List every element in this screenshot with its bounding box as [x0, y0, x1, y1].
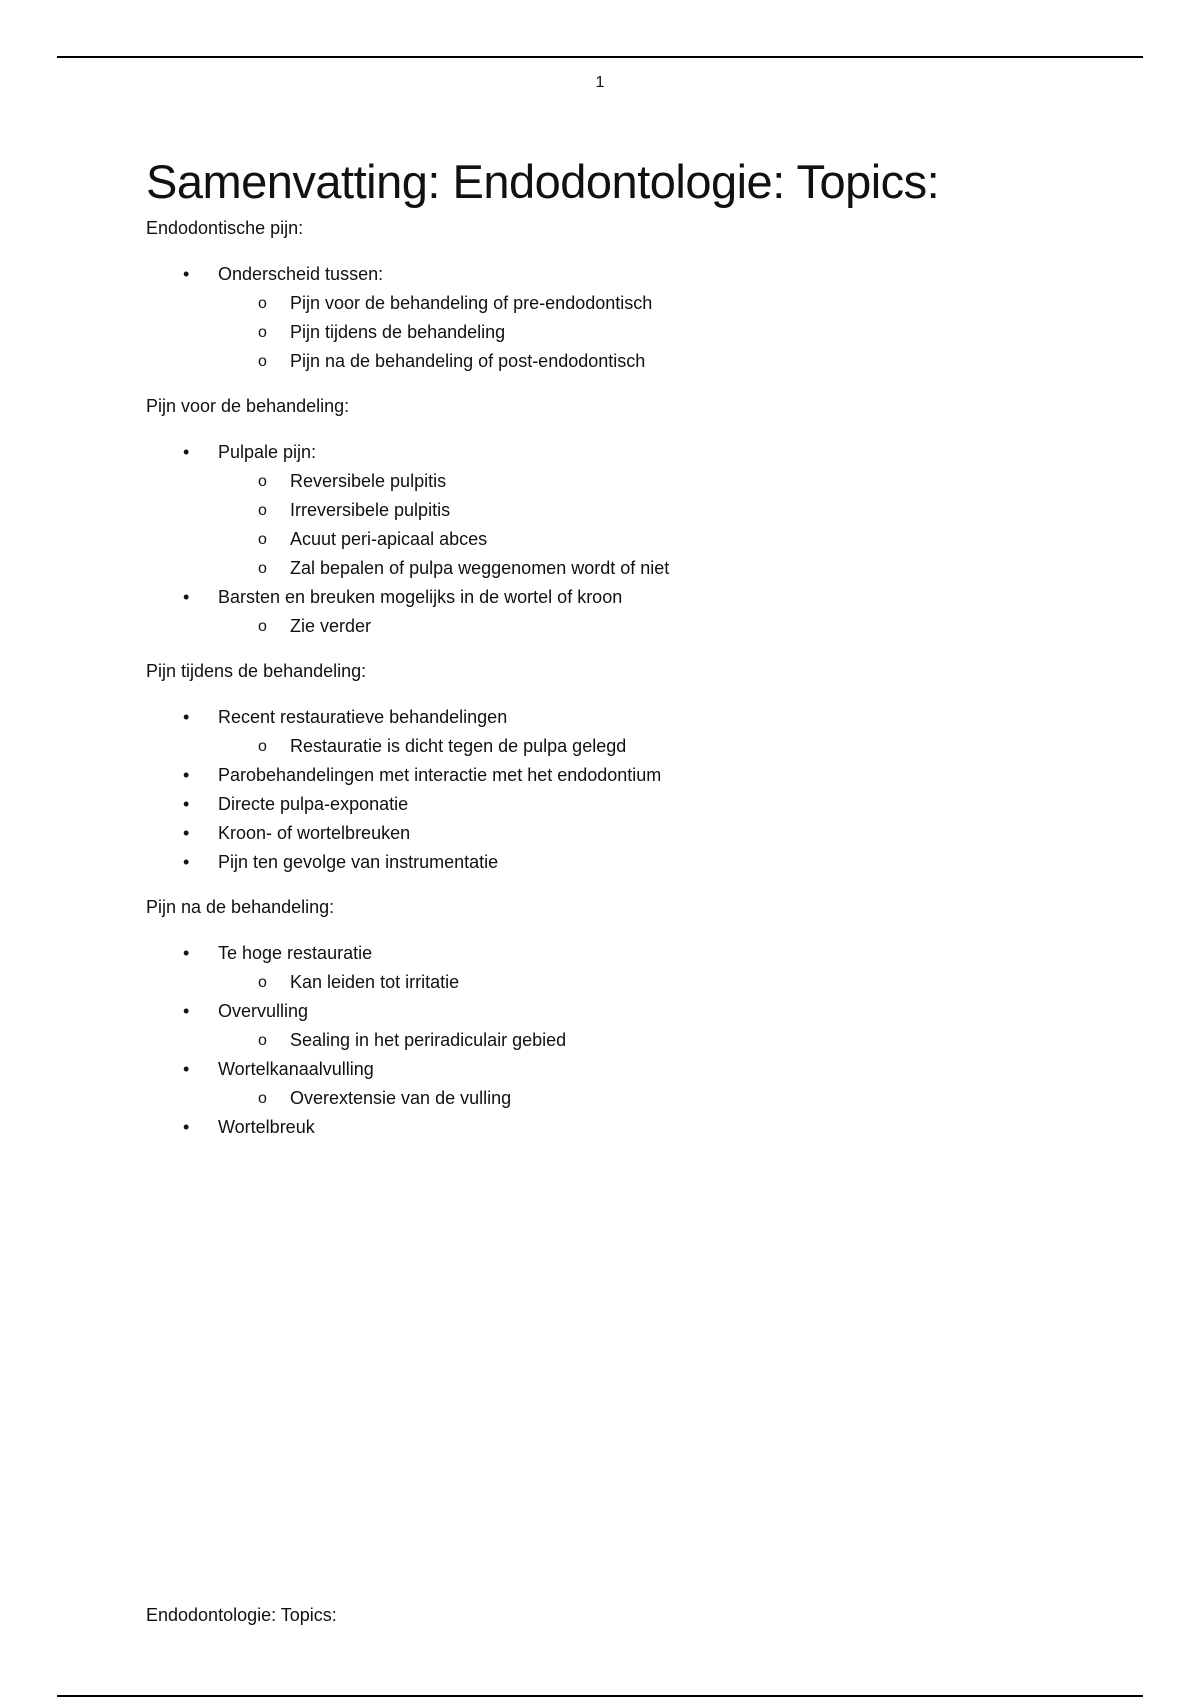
bullet-marker: • — [183, 1001, 190, 1021]
document-body — [146, 150, 1126, 1142]
bullet-marker: • — [183, 943, 190, 963]
sub-bullet-marker: o — [258, 974, 267, 991]
bullet-marker: • — [183, 823, 190, 843]
list-item — [146, 1055, 1126, 1113]
sub-list-item-text: Restauratie is dicht tegen de pulpa gelegd — [290, 736, 627, 756]
sub-list-item — [218, 289, 1126, 318]
list-item-text: Recent restauratieve behandelingen — [218, 707, 508, 727]
bullet-list — [146, 703, 1126, 877]
list-item-text: Kroon- of wortelbreuken — [218, 823, 411, 843]
list-item-text: Pulpale pijn: — [218, 442, 317, 462]
list-item-text: Overvulling — [218, 1001, 309, 1021]
sub-bullet-marker: o — [258, 502, 267, 519]
list-item — [146, 583, 1126, 641]
sub-bullet-marker: o — [258, 324, 267, 341]
sub-list — [218, 1026, 1126, 1055]
list-item-text: Parobehandelingen met interactie met het endodontium — [218, 765, 662, 785]
sub-list-item-text: Pijn tijdens de behandeling — [290, 322, 506, 342]
list-item-text: Wortelkanaalvulling — [218, 1059, 374, 1079]
bullet-marker: • — [183, 765, 190, 785]
list-item — [146, 761, 1126, 790]
list-item — [146, 790, 1126, 819]
bullet-list — [146, 939, 1126, 1142]
bullet-marker: • — [183, 852, 190, 872]
sub-bullet-marker: o — [258, 473, 267, 490]
sub-list — [218, 1084, 1126, 1113]
sub-list-item-text: Zie verder — [290, 616, 372, 636]
list-item-text: Wortelbreuk — [218, 1117, 315, 1137]
list-item — [146, 1113, 1126, 1142]
bullet-marker: • — [183, 587, 190, 607]
sub-list-item — [218, 347, 1126, 376]
page-number: 1 — [595, 74, 605, 91]
sub-list-item-text: Overextensie van de vulling — [290, 1088, 512, 1108]
list-item-text: Te hoge restauratie — [218, 943, 373, 963]
sub-list-item-text: Zal bepalen of pulpa weggenomen wordt of niet — [290, 558, 670, 578]
bullet-list — [146, 438, 1126, 641]
list-item-text: Pijn ten gevolge van instrumentatie — [218, 852, 499, 872]
sub-list-item — [218, 1084, 1126, 1113]
bullet-marker: • — [183, 794, 190, 814]
sub-list — [218, 612, 1126, 641]
sub-list — [218, 289, 1126, 376]
bullet-marker: • — [183, 264, 190, 284]
sections-container — [146, 214, 1126, 1142]
sub-list-item — [218, 612, 1126, 641]
sub-list-item — [218, 968, 1126, 997]
bullet-marker: • — [183, 1117, 190, 1137]
sub-list-item-text: Pijn voor de behandeling of pre-endodontisch — [290, 293, 653, 313]
sub-list-item — [218, 732, 1126, 761]
bullet-list — [146, 260, 1126, 376]
sub-list-item — [218, 554, 1126, 583]
sub-list-item — [218, 525, 1126, 554]
sub-list — [218, 968, 1126, 997]
document-title: Samenvatting: Endodontologie: Topics: — [146, 155, 940, 208]
sub-bullet-marker: o — [258, 618, 267, 635]
bullet-marker: • — [183, 1059, 190, 1079]
sub-list-item — [218, 1026, 1126, 1055]
sub-list — [218, 467, 1126, 583]
sub-list-item-text: Kan leiden tot irritatie — [290, 972, 460, 992]
sub-list-item-text: Irreversibele pulpitis — [290, 500, 451, 520]
section — [146, 893, 1126, 1142]
section — [146, 392, 1126, 641]
bullet-marker: • — [183, 442, 190, 462]
sub-bullet-marker: o — [258, 560, 267, 577]
sub-list-item-text: Acuut peri-apicaal abces — [290, 529, 488, 549]
sub-list-item — [218, 467, 1126, 496]
sub-list-item-text: Pijn na de behandeling of post-endodontisch — [290, 351, 646, 371]
sub-bullet-marker: o — [258, 353, 267, 370]
section — [146, 214, 1126, 376]
section-heading: Pijn voor de behandeling: — [146, 396, 350, 416]
sub-list — [218, 732, 1126, 761]
list-item — [146, 997, 1126, 1055]
list-item — [146, 848, 1126, 877]
list-item — [146, 703, 1126, 761]
sub-bullet-marker: o — [258, 738, 267, 755]
footer-text: Endodontologie: Topics: — [146, 1605, 337, 1625]
footer-rule — [57, 1695, 1143, 1697]
section — [146, 657, 1126, 877]
sub-list-item — [218, 496, 1126, 525]
list-item-text: Onderscheid tussen: — [218, 264, 384, 284]
list-item — [146, 438, 1126, 583]
bullet-marker: • — [183, 707, 190, 727]
list-item — [146, 260, 1126, 376]
sub-bullet-marker: o — [258, 1032, 267, 1049]
sub-list-item-text: Sealing in het periradiculair gebied — [290, 1030, 567, 1050]
section-heading: Endodontische pijn: — [146, 218, 304, 238]
sub-bullet-marker: o — [258, 531, 267, 548]
list-item — [146, 939, 1126, 997]
sub-list-item — [218, 318, 1126, 347]
list-item-text: Barsten en breuken mogelijks in de wortel of kroon — [218, 587, 623, 607]
list-item-text: Directe pulpa-exponatie — [218, 794, 409, 814]
sub-bullet-marker: o — [258, 295, 267, 312]
section-heading: Pijn tijdens de behandeling: — [146, 661, 367, 681]
sub-list-item-text: Reversibele pulpitis — [290, 471, 447, 491]
sub-bullet-marker: o — [258, 1090, 267, 1107]
section-heading: Pijn na de behandeling: — [146, 897, 335, 917]
list-item — [146, 819, 1126, 848]
header-rule — [57, 56, 1143, 58]
